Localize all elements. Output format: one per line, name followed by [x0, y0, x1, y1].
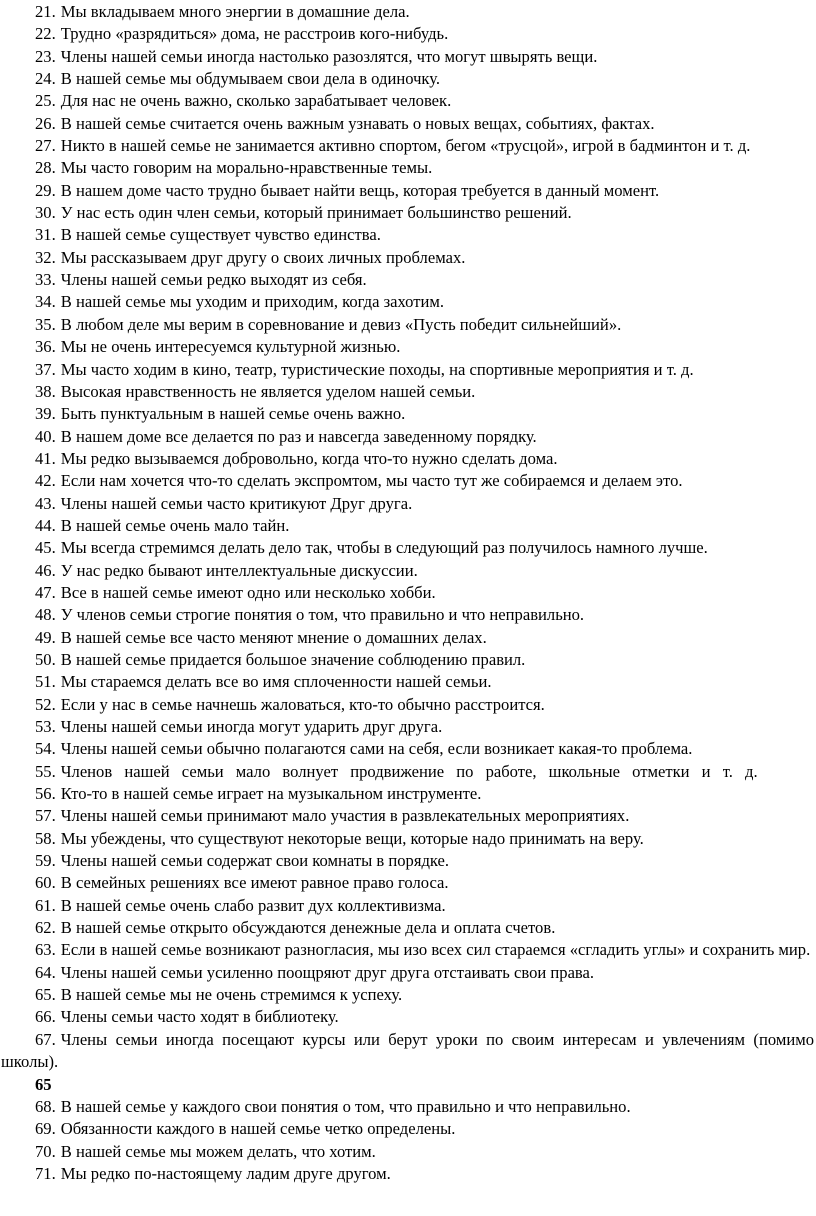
list-item: [1, 1096, 814, 1118]
list-item: [1, 1029, 814, 1074]
list-item: [1, 336, 814, 358]
item-number: 24.: [35, 69, 56, 89]
list-item: [1, 627, 814, 649]
item-text: Если у нас в семье начнешь жаловаться, кто-то обычно расстроится.: [60, 694, 545, 714]
list-item: [1, 314, 814, 336]
item-number: 49.: [35, 627, 56, 647]
item-number: 33.: [35, 270, 56, 290]
item-text: Мы стараемся делать все во имя сплоченности нашей семьи.: [60, 672, 492, 692]
item-number: 70.: [35, 1141, 56, 1161]
item-number: 55.: [35, 761, 56, 781]
item-text: В нашей семье существует чувство единства.: [60, 225, 381, 245]
list-item: [1, 1, 814, 23]
list-item: [1, 1163, 814, 1185]
item-number: 56.: [35, 784, 56, 804]
item-number: 28.: [35, 158, 56, 178]
item-text: Мы всегда стремимся делать дело так, чтобы в следующий раз получилось намного лучше.: [60, 538, 708, 558]
list-item: [1, 1006, 814, 1028]
item-number: 34.: [35, 292, 56, 312]
item-number: 57.: [35, 806, 56, 826]
item-text: Члены нашей семьи принимают мало участия в развлекательных мероприятиях.: [60, 806, 630, 826]
list-item: [1, 224, 814, 246]
list-item: [1, 783, 814, 805]
item-text: Члены нашей семьи иногда могут ударить друг друга.: [60, 717, 443, 736]
item-number: 61.: [35, 895, 56, 915]
list-item: [1, 850, 814, 872]
list-item: [1, 135, 814, 157]
item-text: Никто в нашей семье не занимается активно спортом, бегом «трусцой», игрой в бадминтон и т. д.: [60, 136, 751, 156]
list-item: [1, 269, 814, 291]
item-number: 52.: [35, 694, 56, 714]
item-text: В нашей семье очень слабо развит дух коллективизма.: [60, 895, 446, 915]
item-number: 39.: [35, 404, 56, 424]
item-text: Кто-то в нашей семье играет на музыкальном инструменте.: [60, 784, 482, 804]
item-text: У нас есть один член семьи, который принимает большинство решений.: [60, 203, 572, 223]
item-text: В нашей семье все часто меняют мнение о домашних делах.: [60, 627, 487, 647]
list-item: [1, 359, 814, 381]
item-number: 29.: [35, 180, 56, 200]
list-item: [1, 493, 814, 515]
item-text: Члены нашей семьи содержат свои комнаты в порядке.: [60, 851, 450, 871]
item-text: В нашей семье мы уходим и приходим, когда захотим.: [60, 292, 445, 312]
item-text: Мы не очень интересуемся культурной жизнью.: [60, 337, 401, 357]
list-item: [1, 738, 814, 760]
list-item: [1, 46, 814, 68]
page-number: 65: [35, 1074, 52, 1094]
item-number: 51.: [35, 672, 56, 692]
item-number: 67.: [35, 1029, 56, 1049]
list-item: [1, 917, 814, 939]
item-number: 69.: [35, 1119, 56, 1139]
list-item: [1, 515, 814, 537]
item-text: В нашем доме все делается по раз и навсегда заведенному порядку.: [60, 426, 537, 446]
list-item: [1, 828, 814, 850]
list-item: [1, 403, 814, 425]
list-item: [1, 448, 814, 470]
item-number: 37.: [35, 359, 56, 379]
item-text: Для нас не очень важно, сколько зарабатывает человек.: [60, 91, 452, 111]
item-number: 59.: [35, 851, 56, 871]
item-number: 35.: [35, 314, 56, 334]
item-text: У нас редко бывают интеллектуальные дискуссии.: [60, 560, 418, 580]
questionnaire-list: [0, 1, 816, 1074]
item-number: 65.: [35, 985, 56, 1005]
item-number: 54.: [35, 739, 56, 759]
list-item: [1, 68, 814, 90]
item-number: 32.: [35, 247, 56, 267]
item-text: Членов нашей семьи мало волнует продвижение по работе, школьные отметки и т. д.: [60, 761, 758, 781]
list-item: [1, 694, 814, 716]
list-item: [1, 582, 814, 604]
item-text: В нашей семье у каждого свои понятия о том, что правильно и что неправильно.: [60, 1096, 631, 1116]
list-item: [1, 962, 814, 984]
item-number: 66.: [35, 1007, 56, 1027]
list-item: [1, 90, 814, 112]
item-text: Члены нашей семьи обычно полагаются сами на себя, если возникает какая-то проблема.: [60, 739, 693, 759]
list-item: [1, 604, 814, 626]
item-text: Обязанности каждого в нашей семье четко определены.: [60, 1119, 456, 1139]
list-item: [1, 560, 814, 582]
list-item: [1, 426, 814, 448]
item-text: Если в нашей семье возникают разногласия, мы изо всех сил стараемся «сгладить углы» и сохранить мир.: [60, 940, 811, 960]
item-text: Члены нашей семьи иногда настолько разозлятся, что могут швырять вещи.: [60, 46, 598, 66]
item-number: 41.: [35, 448, 56, 468]
list-item: [1, 247, 814, 269]
item-number: 36.: [35, 337, 56, 357]
item-text: Мы часто ходим в кино, театр, туристические походы, на спортивные мероприятия и т. д.: [60, 359, 694, 379]
item-text: В нашей семье мы не очень стремимся к успеху.: [60, 985, 403, 1005]
item-number: 50.: [35, 649, 56, 669]
item-number: 38.: [35, 381, 56, 401]
item-text: Быть пунктуальным в нашей семье очень важно.: [60, 404, 406, 424]
item-number: 42.: [35, 471, 56, 491]
item-text: Мы убеждены, что существуют некоторые вещи, которые надо принимать на веру.: [60, 828, 644, 848]
item-number: 60.: [35, 873, 56, 893]
item-number: 58.: [35, 828, 56, 848]
item-number: 23.: [35, 46, 56, 66]
item-number: 63.: [35, 940, 56, 960]
item-text: Мы часто говорим на морально-нравственные темы.: [60, 158, 433, 178]
item-number: 62.: [35, 918, 56, 938]
item-text: В нашем доме часто трудно бывает найти вещь, которая требуется в данный момент.: [60, 180, 660, 200]
item-text: Члены нашей семьи усиленно поощряют друг друга отстаивать свои права.: [60, 962, 595, 982]
item-text: В нашей семье считается очень важным узнавать о новых вещах, событиях, фактах.: [60, 113, 655, 133]
list-item: [1, 537, 814, 559]
list-item: [1, 805, 814, 827]
questionnaire-list-continued: [0, 1096, 816, 1185]
item-text: В нашей семье мы можем делать, что хотим.: [60, 1141, 376, 1161]
item-text: В нашей семье очень мало тайн.: [60, 515, 290, 535]
list-item: [1, 470, 814, 492]
list-item: [1, 157, 814, 179]
list-item: [1, 1118, 814, 1140]
item-text: Все в нашей семье имеют одно или несколько хобби.: [60, 582, 436, 602]
item-text: В любом деле мы верим в соревнование и девиз «Пусть победит сильнейший».: [60, 314, 622, 334]
list-item: [1, 761, 814, 783]
item-number: 27.: [35, 136, 56, 156]
item-number: 46.: [35, 560, 56, 580]
item-number: 68.: [35, 1096, 56, 1116]
item-text: У членов семьи строгие понятия о том, что правильно и что неправильно.: [60, 605, 585, 625]
item-number: 44.: [35, 515, 56, 535]
item-text: Мы редко вызываемся добровольно, когда что-то нужно сделать дома.: [60, 448, 558, 468]
item-number: 25.: [35, 91, 56, 111]
item-text: В нашей семье мы обдумываем свои дела в одиночку.: [60, 69, 441, 89]
list-item: [1, 872, 814, 894]
item-text: Если нам хочется что-то сделать экспромтом, мы часто тут же собираемся и делаем это.: [60, 471, 683, 491]
item-number: 64.: [35, 962, 56, 982]
item-text: В семейных решениях все имеют равное право голоса.: [60, 873, 449, 893]
item-text: Мы вкладываем много энергии в домашние дела.: [60, 2, 410, 21]
item-number: 40.: [35, 426, 56, 446]
list-item: [1, 113, 814, 135]
list-item: [1, 939, 814, 961]
item-text: В нашей семье придается большое значение соблюдению правил.: [60, 649, 526, 669]
item-number: 45.: [35, 538, 56, 558]
item-number: 26.: [35, 113, 56, 133]
item-number: 43.: [35, 493, 56, 513]
item-number: 53.: [35, 717, 56, 736]
list-item: [1, 649, 814, 671]
item-number: 47.: [35, 582, 56, 602]
item-text: Высокая нравственность не является уделом нашей семьи.: [60, 381, 476, 401]
item-number: 22.: [35, 24, 56, 44]
list-item: [1, 291, 814, 313]
item-text: Члены семьи часто ходят в библиотеку.: [60, 1007, 339, 1027]
list-item: [1, 202, 814, 224]
list-item: [1, 23, 814, 45]
list-item: [1, 1141, 814, 1163]
item-text: Члены семьи иногда посещают курсы или берут уроки по своим интересам и увлечениям (помимо школы).: [1, 1029, 814, 1072]
item-number: 30.: [35, 203, 56, 223]
list-item: [1, 895, 814, 917]
item-text: Члены нашей семьи редко выходят из себя.: [60, 270, 367, 290]
item-text: Трудно «разрядиться» дома, не расстроив кого-нибудь.: [60, 24, 449, 44]
item-text: Члены нашей семьи часто критикуют Друг друга.: [60, 493, 413, 513]
list-item: [1, 671, 814, 693]
item-text: Мы редко по-настоящему ладим друге другом.: [60, 1163, 391, 1183]
item-number: 31.: [35, 225, 56, 245]
list-item: [1, 984, 814, 1006]
item-text: Мы рассказываем друг другу о своих личных проблемах.: [60, 247, 466, 267]
item-number: 48.: [35, 605, 56, 625]
item-number: 71.: [35, 1163, 56, 1183]
list-item: [1, 180, 814, 202]
list-item: [1, 716, 814, 738]
item-number: 21.: [35, 2, 56, 21]
item-text: В нашей семье открыто обсуждаются денежные дела и оплата счетов.: [60, 918, 556, 938]
list-item: [1, 381, 814, 403]
